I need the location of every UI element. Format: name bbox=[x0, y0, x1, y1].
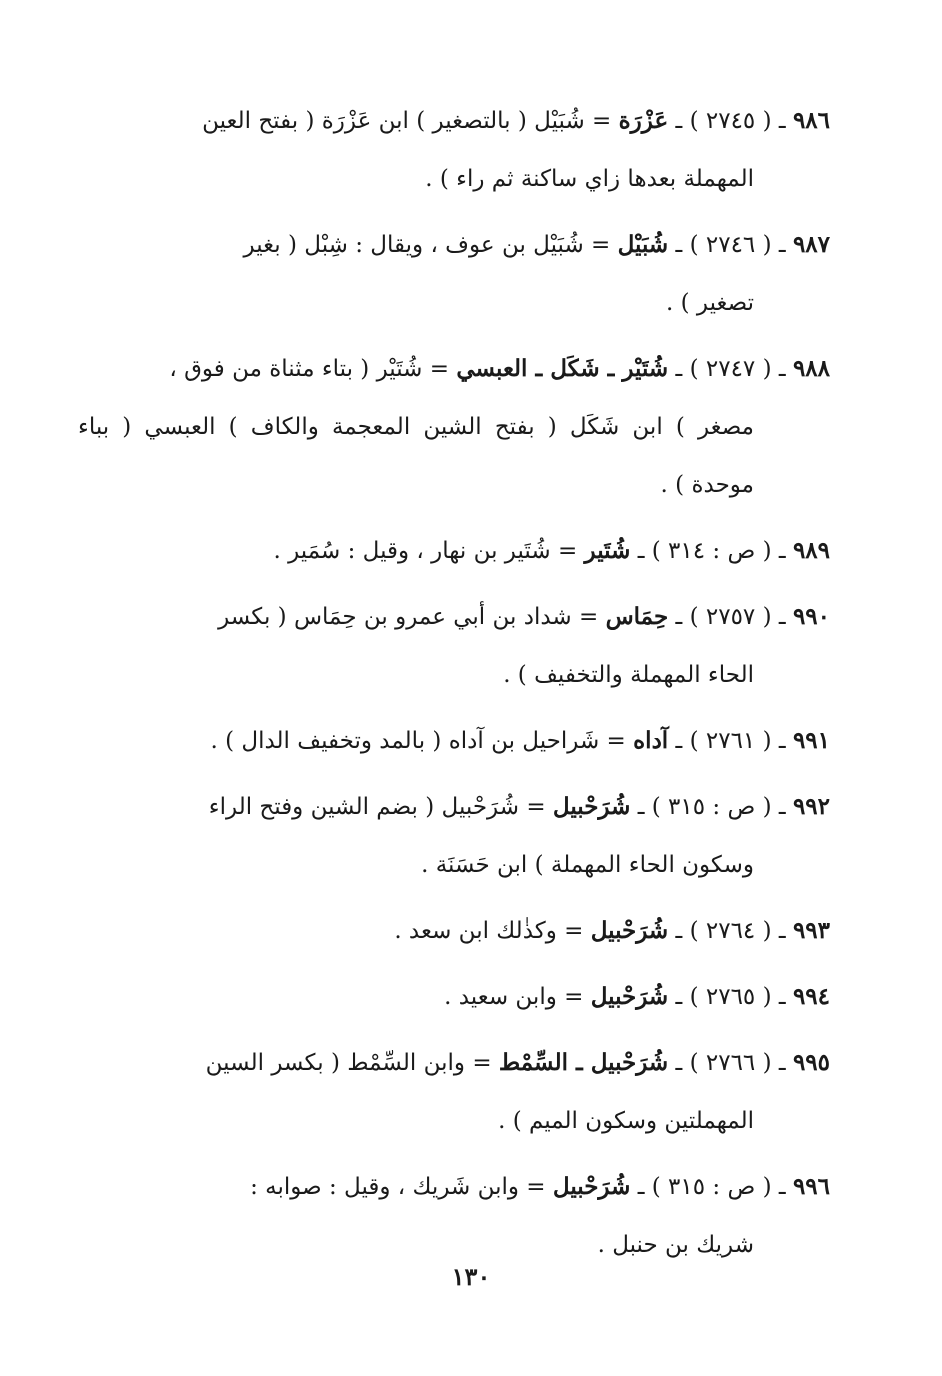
entry-number: ٩٨٦ bbox=[792, 107, 830, 134]
entry-990 bbox=[78, 588, 830, 704]
entry-text: = وكذٰلك ابن سعد . bbox=[394, 918, 591, 944]
entry-continuation: المهملتين وسكون الميم ) . bbox=[498, 1108, 754, 1134]
entry-continuation: مصغر ) ابن شَكَل ( بفتح الشين المعجمة والكاف ) العبسي ( بباء موحدة ) . bbox=[78, 414, 754, 498]
entry-continuation: الحاء المهملة والتخفيف ) . bbox=[503, 662, 754, 688]
entry-ref: ـ ( ص : ٣١٥ ) ـ bbox=[630, 794, 793, 820]
entry-text: = شُبَيْل بن عوف ، ويقال : شِبْل ( بغير bbox=[243, 232, 618, 258]
entry-number: ٩٩٤ bbox=[792, 983, 830, 1010]
entry-headword: حِمَاس bbox=[605, 603, 669, 630]
entry-995 bbox=[78, 1034, 830, 1150]
entry-headword: شُبَيْل bbox=[617, 231, 669, 258]
entry-text: = شداد بن أبي عمرو بن حِمَاس ( بكسر bbox=[218, 604, 606, 630]
entry-987 bbox=[78, 216, 830, 332]
entry-ref: ـ ( ٢٧٥٧ ) ـ bbox=[668, 604, 793, 630]
entry-text: = وابن السِّمْط ( بكسر السين bbox=[205, 1050, 499, 1076]
entry-number: ٩٩٥ bbox=[792, 1049, 830, 1076]
entry-headword: شُرَحْبيل bbox=[552, 1173, 631, 1200]
entry-text: = شُبَيْل ( بالتصغير ) ابن عَزْرَة ( بفتح العين bbox=[202, 108, 619, 134]
entry-continuation: تصغير ) . bbox=[666, 290, 754, 316]
entry-continuation: شريك بن حنبل . bbox=[597, 1232, 754, 1258]
page-number: ١٣٠ bbox=[451, 1262, 491, 1291]
entry-text: = شَراحيل بن آداه ( بالمد وتخفيف الدال ) . bbox=[210, 728, 634, 754]
entry-ref: ـ ( ٢٧٦٥ ) ـ bbox=[668, 984, 793, 1010]
entry-text: = شُرَحْبيل ( بضم الشين وفتح الراء bbox=[208, 794, 553, 820]
entry-988 bbox=[78, 340, 830, 514]
entry-headword: آداه bbox=[633, 727, 669, 754]
entry-text: = شُتَيْر ( بتاء مثناة من فوق ، bbox=[169, 356, 457, 382]
entry-986 bbox=[78, 92, 830, 208]
entry-993 bbox=[78, 902, 830, 960]
entry-number: ٩٩٢ bbox=[792, 793, 830, 820]
entry-headword: شُرَحْبيل ـ السِّمْط bbox=[498, 1049, 669, 1076]
entry-headword: شُرَحْبيل bbox=[590, 983, 669, 1010]
entry-ref: ـ ( ص : ٣١٤ ) ـ bbox=[630, 538, 793, 564]
entry-number: ٩٩١ bbox=[792, 727, 830, 754]
entry-continuation: المهملة بعدها زاي ساكنة ثم راء ) . bbox=[425, 166, 754, 192]
entry-ref: ـ ( ٢٧٦٦ ) ـ bbox=[668, 1050, 793, 1076]
entry-text: = وابن سعيد . bbox=[444, 984, 591, 1010]
entry-text: = وابن شَريك ، وقيل : صوابه : bbox=[250, 1174, 553, 1200]
entry-ref: ـ ( ٢٧٦١ ) ـ bbox=[668, 728, 793, 754]
entry-list bbox=[78, 92, 830, 1282]
entry-headword: شُتَيْر ـ شَكَل ـ العبسي bbox=[456, 355, 669, 382]
entry-number: ٩٨٧ bbox=[792, 231, 830, 258]
entry-number: ٩٩٦ bbox=[792, 1173, 830, 1200]
entry-ref: ـ ( ٢٧٤٧ ) ـ bbox=[668, 356, 793, 382]
entry-continuation: وسكون الحاء المهملة ) ابن حَسَنَة . bbox=[421, 852, 754, 878]
entry-ref: ـ ( ٢٧٦٤ ) ـ bbox=[668, 918, 793, 944]
entry-headword: شُتَير bbox=[584, 537, 631, 564]
entry-number: ٩٩٠ bbox=[792, 603, 830, 630]
entry-number: ٩٨٩ bbox=[792, 537, 830, 564]
entry-ref: ـ ( ٢٧٤٦ ) ـ bbox=[668, 232, 793, 258]
entry-headword: عَزْرَة bbox=[618, 107, 669, 134]
entry-992 bbox=[78, 778, 830, 894]
entry-996 bbox=[78, 1158, 830, 1274]
entry-number: ٩٩٣ bbox=[792, 917, 830, 944]
entry-text: = شُتَير بن نهار ، وقيل : سُمَير . bbox=[273, 538, 585, 564]
entry-989 bbox=[78, 522, 830, 580]
entry-headword: شُرَحْبيل bbox=[552, 793, 631, 820]
entry-994 bbox=[78, 968, 830, 1026]
entry-ref: ـ ( ص : ٣١٥ ) ـ bbox=[630, 1174, 793, 1200]
entry-ref: ـ ( ٢٧٤٥ ) ـ bbox=[668, 108, 793, 134]
entry-number: ٩٨٨ bbox=[792, 355, 830, 382]
entry-headword: شُرَحْبيل bbox=[590, 917, 669, 944]
entry-991 bbox=[78, 712, 830, 770]
